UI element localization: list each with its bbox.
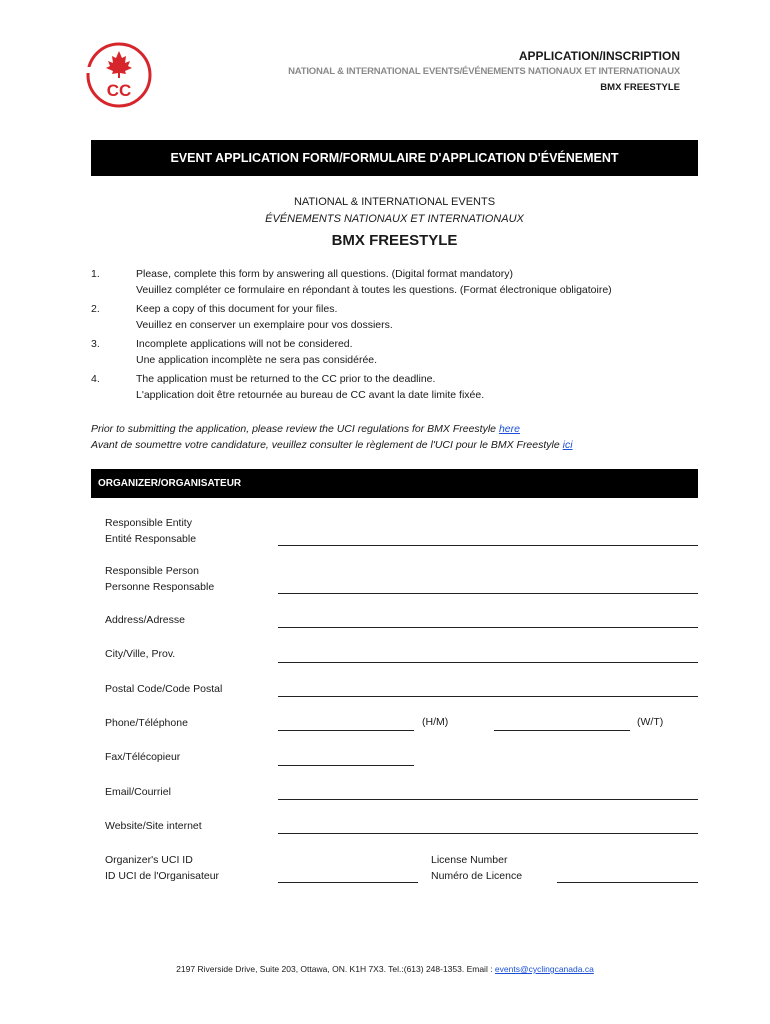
- section-organizer-bar: [91, 469, 698, 498]
- instruction-fr: L'application doit être retournée au bureau de CC avant la date limite fixée.: [136, 389, 485, 401]
- note-fr: [91, 439, 573, 451]
- form-title-bar: [91, 140, 698, 176]
- city-field[interactable]: [278, 662, 698, 663]
- instruction-number: 3.: [91, 338, 100, 350]
- instruction-number: 2.: [91, 303, 100, 315]
- instruction-number: 4.: [91, 373, 100, 385]
- label-en: Organizer's UCI ID: [105, 854, 193, 866]
- instruction-en: The application must be returned to the CC prior to the deadline.: [136, 373, 436, 385]
- fax-field[interactable]: [278, 765, 414, 766]
- fax-label: Fax/Télécopieur: [105, 751, 181, 763]
- instruction-fr: Veuillez compléter ce formulaire en répondant à toutes les questions. (Format électronique obligatoire): [136, 284, 612, 296]
- email-field[interactable]: [278, 799, 698, 800]
- website-label: Website/Site internet: [105, 820, 202, 832]
- phone-home-field[interactable]: [278, 730, 414, 731]
- footer-address: 2197 Riverside Drive, Suite 203, Ottawa, ON. K1H 7X3. Tel.:(613) 248-1353. Email :: [176, 964, 495, 974]
- instruction-item: [136, 301, 393, 333]
- phone-home-label: (H/M): [422, 716, 449, 728]
- form-title: EVENT APPLICATION FORM/FORMULAIRE D'APPLICATION D'ÉVÉNEMENT: [170, 151, 619, 165]
- responsible-person-label: [105, 563, 214, 595]
- email-label: Email/Courriel: [105, 786, 171, 798]
- footer: [0, 964, 770, 974]
- organizer-uci-id-label: [105, 852, 219, 884]
- phone-label: Phone/Téléphone: [105, 717, 188, 729]
- label-fr: Entité Responsable: [105, 533, 197, 545]
- label-fr: Numéro de Licence: [431, 870, 523, 882]
- header-discipline: BMX FREESTYLE: [600, 82, 680, 93]
- phone-work-field[interactable]: [494, 730, 630, 731]
- header-application: APPLICATION/INSCRIPTION: [518, 49, 680, 63]
- responsible-entity-label: [105, 515, 196, 547]
- postal-code-label: Postal Code/Code Postal: [105, 683, 223, 695]
- header-events: NATIONAL & INTERNATIONAL EVENTS/ÉVÉNEMENTS NATIONAUX ET INTERNATIONAUX: [288, 66, 680, 77]
- cycling-canada-logo: [85, 41, 153, 109]
- note-en: [91, 423, 520, 435]
- note-en-text: Prior to submitting the application, please review the UCI regulations for BMX Freestyle: [91, 423, 499, 435]
- city-label: City/Ville, Prov.: [105, 648, 176, 660]
- organizer-uci-id-field[interactable]: [278, 882, 418, 883]
- label-fr: Personne Responsable: [105, 581, 215, 593]
- license-number-field[interactable]: [557, 882, 698, 883]
- website-field[interactable]: [278, 833, 698, 834]
- postal-code-field[interactable]: [278, 696, 698, 697]
- uci-regulations-link-en[interactable]: here: [498, 423, 520, 435]
- uci-regulations-link-fr[interactable]: ici: [562, 439, 573, 451]
- instruction-item: [136, 371, 484, 403]
- footer-email-link[interactable]: events@cyclingcanada.ca: [494, 964, 594, 974]
- instruction-en: Keep a copy of this document for your files.: [136, 303, 338, 315]
- instruction-item: [136, 336, 377, 368]
- instruction-fr: Une application incomplète ne sera pas considérée.: [136, 354, 378, 366]
- address-field[interactable]: [278, 627, 698, 628]
- label-en: Responsible Person: [105, 565, 199, 577]
- instruction-item: [136, 266, 612, 298]
- section-organizer-title: ORGANIZER/ORGANISATEUR: [98, 478, 242, 489]
- instruction-number: 1.: [91, 268, 100, 280]
- logo-lettering: CC: [106, 81, 132, 100]
- instruction-en: Please, complete this form by answering all questions. (Digital format mandatory): [136, 268, 513, 280]
- label-en: License Number: [431, 854, 508, 866]
- label-en: Responsible Entity: [105, 517, 192, 529]
- address-label: Address/Adresse: [105, 614, 185, 626]
- subtitle-fr: ÉVÉNEMENTS NATIONAUX ET INTERNATIONAUX: [265, 213, 524, 225]
- note-fr-text: Avant de soumettre votre candidature, veuillez consulter le règlement de l'UCI pour le BMX Freestyle: [91, 439, 563, 451]
- responsible-entity-field[interactable]: [278, 545, 698, 546]
- license-number-label: [431, 852, 522, 884]
- subtitle-en: NATIONAL & INTERNATIONAL EVENTS: [293, 196, 496, 208]
- responsible-person-field[interactable]: [278, 593, 698, 594]
- label-fr: ID UCI de l'Organisateur: [105, 870, 220, 882]
- instruction-en: Incomplete applications will not be considered.: [136, 338, 353, 350]
- instruction-fr: Veuillez en conserver un exemplaire pour vos dossiers.: [136, 319, 393, 331]
- phone-work-label: (W/T): [637, 716, 664, 728]
- main-title: BMX FREESTYLE: [331, 232, 458, 249]
